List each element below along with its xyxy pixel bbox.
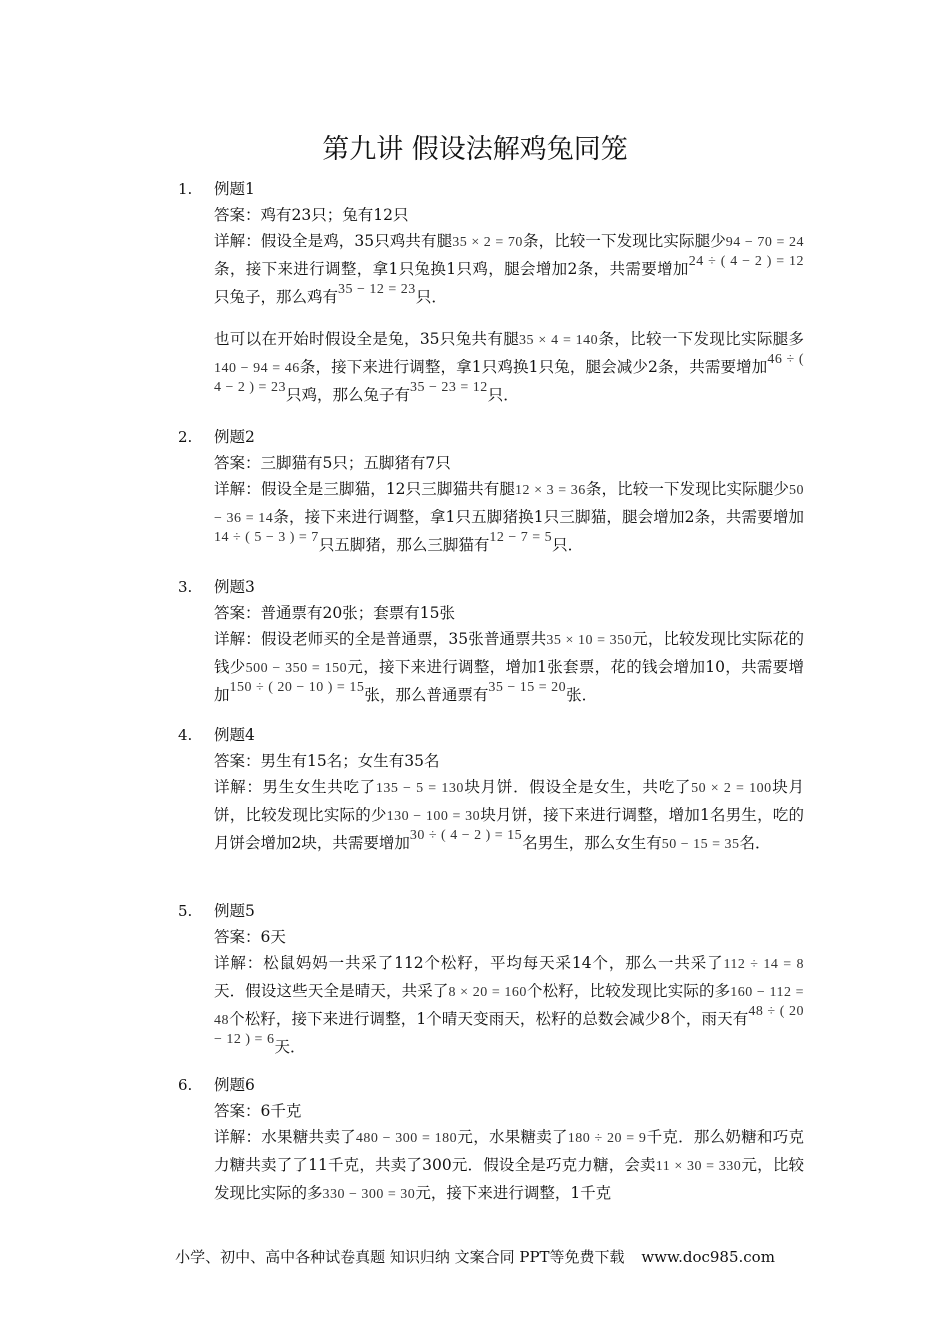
formula: 14 ÷ ( 5 − 3 ) = 7: [214, 530, 319, 545]
example-heading: 例题1: [214, 180, 255, 198]
item-number: 1.: [178, 180, 193, 198]
text-run: 千克．那么奶糖和巧克力糖共卖了了11千克，共卖了300元．假设全是巧克力糖，会卖: [214, 1128, 804, 1174]
text-run: 张，那么普通票有: [364, 686, 489, 704]
explanation-paragraph: [214, 228, 804, 312]
formula: 11 × 30 = 330: [655, 1159, 742, 1174]
explanation-paragraph: [214, 774, 804, 858]
text-run: 名．: [739, 834, 771, 852]
formula: 35 × 10 = 350: [546, 633, 633, 648]
formula: 35 − 23 = 12: [409, 380, 488, 395]
text-run: 只．: [487, 386, 519, 404]
item-body: [214, 1072, 804, 1208]
formula: 8 × 20 = 160: [448, 985, 527, 1000]
text-run: 条，比较一下发现比实际腿少: [585, 480, 789, 498]
item-number: 6.: [178, 1076, 193, 1094]
formula: 35 × 2 = 70: [452, 235, 523, 250]
formula: 130 − 100 = 30: [386, 809, 481, 824]
formula: 35 − 12 = 23: [338, 282, 416, 297]
item-body: [214, 424, 804, 560]
formula: 50 − 15 = 35: [661, 837, 740, 852]
text-run: 元，比较发现比实际的多: [214, 1156, 804, 1202]
page-title: 第九讲 假设法解鸡兔同笼: [322, 134, 628, 165]
formula: 46 ÷ ( 4 − 2 ) = 23: [214, 352, 804, 395]
text-run: 只五脚猪，那么三脚猫有: [318, 536, 490, 554]
text-run: 条，接下来进行调整，拿1只鸡换1只兔，腿会减少2条，共需要增加: [299, 358, 768, 376]
item-number: 3.: [178, 578, 193, 596]
text-run: 条，接下来进行调整，拿1只兔换1只鸡，腿会增加2条，共需要增加: [214, 260, 689, 278]
explanation-paragraph: [214, 326, 804, 410]
formula: 12 − 7 = 5: [489, 530, 553, 545]
text-run: 天．: [274, 1038, 306, 1056]
footer-url-link[interactable]: www.doc985.com: [641, 1248, 775, 1266]
text-run: 元，比较发现比实际花的钱少: [214, 630, 804, 676]
formula: 24 ÷ ( 4 − 2 ) = 12: [688, 254, 804, 269]
formula: 140 − 94 = 46: [214, 361, 300, 376]
formula: 35 − 15 = 20: [488, 680, 567, 695]
text-run: 条，比较一下发现比实际腿多: [598, 330, 804, 348]
formula: 30 ÷ ( 4 − 2 ) = 15: [409, 828, 523, 843]
formula: 135 − 5 = 130: [375, 781, 464, 796]
text-run: 张．: [566, 686, 598, 704]
explanation-paragraph: [214, 950, 804, 1062]
text-run: 条，比较一下发现比实际腿少: [522, 232, 726, 250]
formula: 480 − 300 = 180: [355, 1131, 458, 1146]
formula: 94 − 70 = 24: [725, 235, 804, 250]
formula: 35 × 4 = 140: [519, 333, 599, 348]
formula: 330 − 300 = 30: [322, 1187, 416, 1202]
explanation-paragraph: [214, 1124, 804, 1208]
formula: 150 ÷ ( 20 − 10 ) = 15: [229, 680, 365, 695]
text-run: 元，水果糖卖了: [457, 1128, 568, 1146]
item-body: [214, 722, 804, 858]
answer-line: 答案：鸡有23只；兔有12只: [214, 206, 409, 224]
text-run: 只．: [552, 536, 584, 554]
text-run: 详解：松鼠妈妈一共采了112个松籽，平均每天采14个，那么一共采了: [214, 954, 724, 972]
text-run: 只鸡，那么兔子有: [285, 386, 410, 404]
text-run: 块月饼．假设全是女生，共吃了: [463, 778, 692, 796]
formula: 180 ÷ 20 = 9: [567, 1131, 647, 1146]
item-body: [214, 574, 804, 710]
formula: 500 − 350 = 150: [245, 661, 348, 676]
text-run: 个松籽，接下来进行调整，1个晴天变雨天，松籽的总数会减少8个，雨天有: [229, 1010, 749, 1028]
formula: 112 ÷ 14 = 8: [723, 957, 804, 972]
formula: 48 ÷ ( 20 − 12 ) = 6: [214, 1004, 804, 1047]
text-run: 详解：水果糖共卖了: [214, 1128, 356, 1146]
example-heading: 例题4: [214, 726, 255, 744]
answer-line: 答案：6天: [214, 928, 286, 946]
answer-line: 答案：男生有15名；女生有35名: [214, 752, 440, 770]
formula: 160 − 112 = 48: [214, 985, 804, 1028]
formula: 12 × 3 = 36: [515, 483, 586, 498]
text-run: 块月饼，接下来进行调整，增加1名男生，吃的月饼会增加2块，共需要增加: [214, 806, 804, 852]
text-run: 元，接下来进行调整，1千克: [415, 1184, 612, 1202]
text-run: 个松籽，比较发现比实际的多: [526, 982, 731, 1000]
text-run: 名男生，那么女生有: [522, 834, 662, 852]
text-run: 详解：男生女生共吃了: [214, 778, 376, 796]
item-body: [214, 898, 804, 1062]
text-run: 详解：假设全是鸡，35只鸡共有腿: [214, 232, 453, 250]
example-heading: 例题2: [214, 428, 255, 446]
text-run: 元，接下来进行调整，增加1张套票，花的钱会增加10，共需要增加: [214, 658, 804, 704]
answer-line: 答案：6千克: [214, 1102, 302, 1120]
item-number: 4.: [178, 726, 193, 744]
explanation-paragraph: [214, 476, 804, 560]
text-run: 条，接下来进行调整，拿1只五脚猪换1只三脚猫，腿会增加2条，共需要增加: [273, 508, 804, 526]
footer-text: 小学、初中、高中各种试卷真题 知识归纳 文案合同 PPT等免费下载: [175, 1248, 625, 1266]
formula: 50 − 36 = 14: [214, 483, 804, 526]
text-run: 详解：假设全是三脚猫，12只三脚猫共有腿: [214, 480, 516, 498]
explanation-paragraph: [214, 626, 804, 710]
item-body: [214, 176, 804, 410]
formula: 50 × 2 = 100: [691, 781, 772, 796]
text-run: 天．假设这些天全是晴天，共采了: [214, 982, 449, 1000]
answer-line: 答案：三脚猫有5只；五脚猪有7只: [214, 454, 451, 472]
text-run: 只兔子，那么鸡有: [214, 288, 339, 306]
answer-line: 答案：普通票有20张；套票有15张: [214, 604, 455, 622]
text-run: 块月饼，比较发现比实际的少: [214, 778, 804, 824]
item-number: 2.: [178, 428, 193, 446]
page-footer: [0, 1246, 950, 1268]
example-heading: 例题6: [214, 1076, 255, 1094]
item-number: 5.: [178, 902, 193, 920]
example-heading: 例题3: [214, 578, 255, 596]
text-run: 也可以在开始时假设全是兔，35只兔共有腿: [214, 330, 520, 348]
text-run: 只．: [415, 288, 447, 306]
text-run: 详解：假设老师买的全是普通票，35张普通票共: [214, 630, 547, 648]
example-heading: 例题5: [214, 902, 255, 920]
